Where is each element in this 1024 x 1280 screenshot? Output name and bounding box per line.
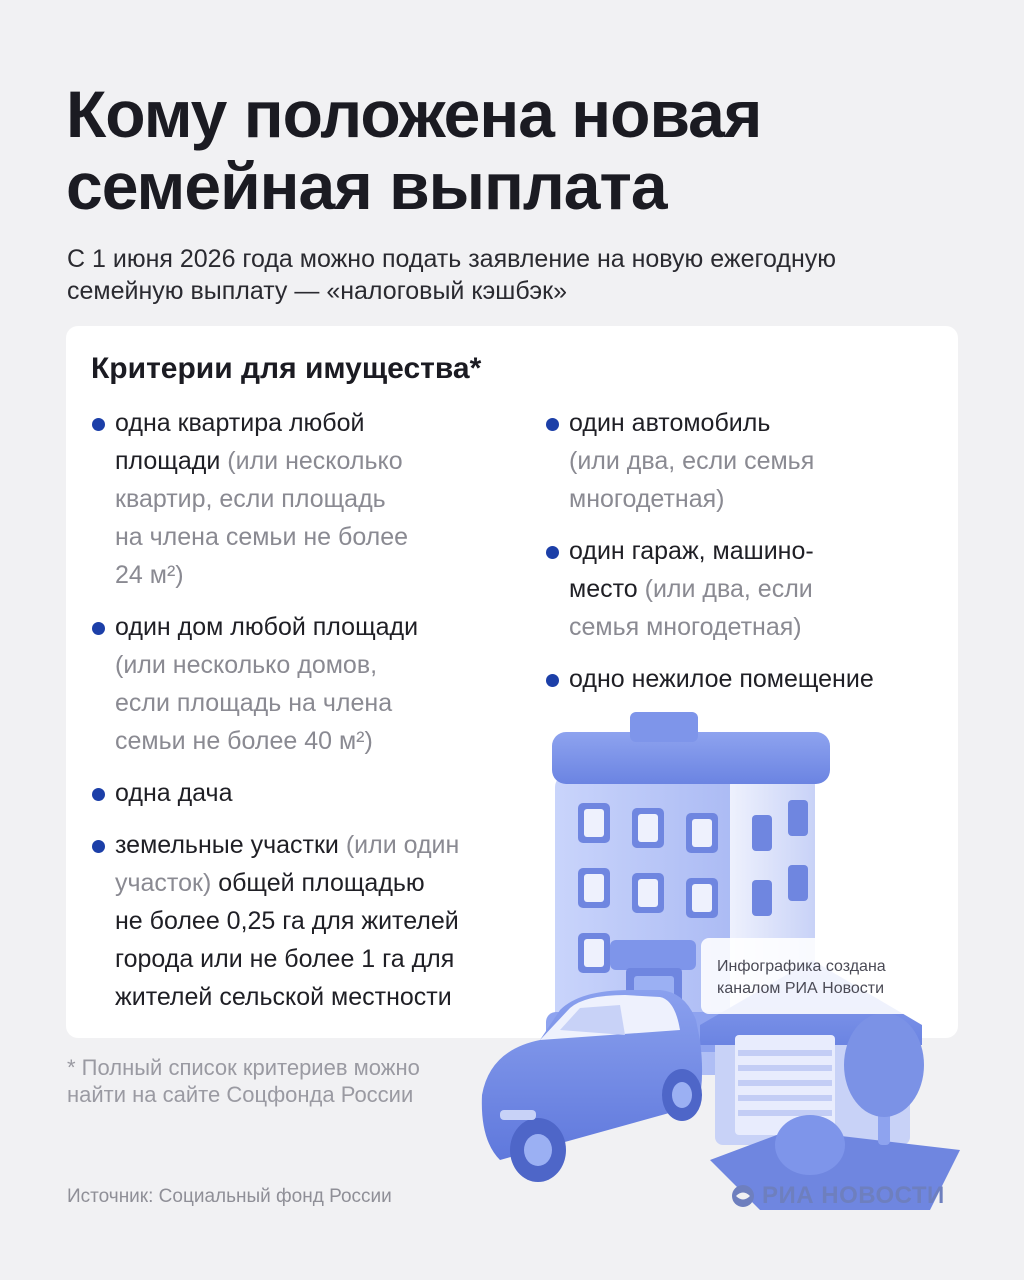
list-item-nonresidential: одно нежилое помещение [544,660,944,698]
subtitle-line-2: семейную выплату — «налоговый кэшбэк» [67,277,567,305]
criteria-list-right [544,404,944,712]
list-item-garage: один гараж, машино- место (или два, если семья многодетная) [544,532,944,646]
bullet-icon [92,840,105,853]
source-note: Источник: Социальный фонд России [67,1186,392,1207]
list-item-land: земельные участки (или один участок) общей площадью не более 0,25 га для жителей города или не более 1 га для жителей сельской местности [90,826,530,1016]
title-line-2: семейная выплата [66,149,667,223]
page-title [66,78,966,222]
infographic-credit: Инфографика создана каналом РИА Новости [701,938,947,1014]
list-item-apartment: одна квартира любой площади (или несколько квартир, если площадь на члена семьи не более 24 м²) [90,404,530,594]
footnote: * Полный список критериев можно найти на сайте Соцфонда России [67,1055,420,1107]
page-subtitle [67,243,967,307]
list-item-house: один дом любой площади (или несколько домов, если площадь на члена семьи не более 40 м²) [90,608,530,760]
list-item-car: один автомобиль (или два, если семья многодетная) [544,404,944,518]
logo-text: РИА НОВОСТИ [762,1182,945,1209]
criteria-title: Критерии для имущества* [91,352,482,385]
bullet-icon [92,418,105,431]
list-item-dacha: одна дача [90,774,530,812]
bullet-icon [546,546,559,559]
ria-logo-icon [730,1183,756,1209]
title-line-1: Кому положена новая [66,77,762,151]
ria-logo [730,1182,945,1210]
bullet-icon [92,788,105,801]
bullet-icon [546,418,559,431]
bullet-icon [546,674,559,687]
car-icon [482,990,702,1182]
bullet-icon [92,622,105,635]
subtitle-line-1: С 1 июня 2026 года можно подать заявление на новую ежегодную [67,245,837,273]
